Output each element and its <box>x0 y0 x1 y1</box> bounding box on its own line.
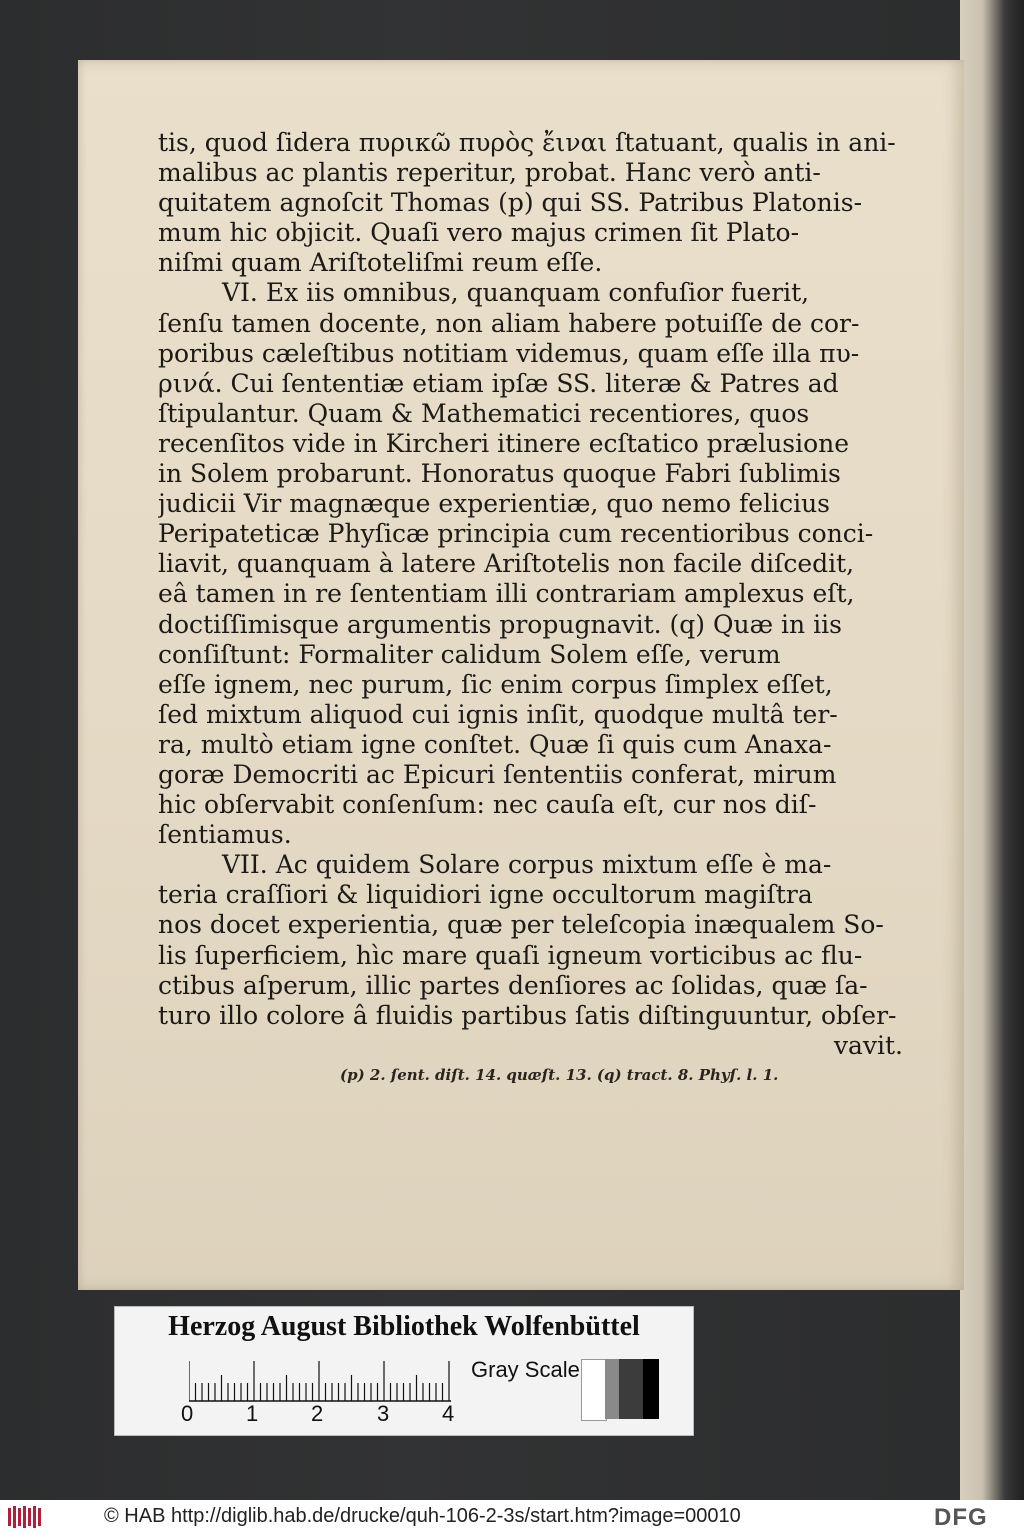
ruler-tick-label: 0 <box>181 1401 194 1426</box>
hab-logo-icon <box>6 1504 46 1530</box>
dfg-logo: DFG <box>934 1504 988 1531</box>
gray-swatch-mid <box>605 1359 619 1419</box>
ruler-tick-label: 4 <box>442 1401 455 1426</box>
text-line: tis, quod ſidera πυρικῶ πυρὸς ἔιναι ſtatuant, qualis in ani- <box>158 128 896 157</box>
ruler-tick-label: 1 <box>246 1401 259 1426</box>
text-line: turo illo colore â fluidis partibus ſatis diſtinguuntur, obſer- <box>158 1000 897 1030</box>
text-line: doctiſſimisque argumentis propugnavit. (q) Quæ in iis <box>158 609 842 639</box>
text-line: quitatem agnoſcit Thomas (p) qui SS. Patribus Platonis- <box>158 188 863 218</box>
text-line: goræ Democriti ac Epicuri ſententiis conferat, mirum <box>158 759 837 789</box>
gray-scale-label: Gray Scale <box>471 1357 580 1382</box>
copyright-url[interactable]: © HAB http://diglib.hab.de/drucke/quh-106-2-3s/start.htm?image=00010 <box>104 1505 741 1527</box>
text-line: ſed mixtum aliquod cui ignis inſit, quodque multâ ter- <box>158 699 838 729</box>
text-line: judicii Vir magnæque experientiæ, quo nemo felicius <box>158 489 830 519</box>
text-line: recenſitos vide in Kircheri itinere ecſtatico prælusione <box>158 428 850 458</box>
viewer-footer <box>0 1500 1024 1534</box>
text-line: VI. Ex iis omnibus, quanquam confuſior fuerit, <box>222 278 810 308</box>
text-line: liavit, quanquam à latere Ariſtotelis non facile diſcedit, <box>158 549 855 579</box>
ruler <box>189 1361 459 1403</box>
footnote: (p) 2. ſent. diſt. 14. quæſt. 13. (q) tract. 8. Phyſ. l. 1. <box>340 1066 779 1084</box>
text-line: poribus cæleſtibus notitiam videmus, quam eſſe illa πυ- <box>158 338 860 368</box>
text-line: mum hic objicit. Quaſi vero majus crimen ſit Plato- <box>158 218 800 248</box>
gray-swatch-black <box>643 1359 659 1419</box>
color-calibration-bar <box>114 1306 694 1436</box>
text-line: eſſe ignem, nec purum, ſic enim corpus ſimplex eſſet, <box>158 669 833 699</box>
text-line: lis ſuperficiem, hìc mare quaſi igneum vorticibus ac flu- <box>158 940 863 970</box>
text-line: ctibus aſperum, illic partes denſiores ac ſolidas, quæ ſa- <box>158 970 868 1000</box>
text-line: in Solem probarunt. Honoratus quoque Fabri ſublimis <box>158 459 841 489</box>
page-text <box>158 128 906 1061</box>
gray-swatch-white <box>581 1359 607 1421</box>
text-line: VII. Ac quidem Solare corpus mixtum eſſe è ma- <box>222 850 832 880</box>
text-line: eâ tamen in re ſententiam illi contrariam amplexus eſt, <box>158 579 855 609</box>
institution-name: Herzog August Bibliothek Wolfenbüttel <box>168 1311 640 1342</box>
text-line: Peripateticæ Phyſicæ principia cum recentioribus conci- <box>158 519 874 549</box>
text-line: ρινά. Cui ſententiæ etiam ipſæ SS. literæ & Patres ad <box>158 368 839 398</box>
catchword: vavit. <box>833 1030 903 1060</box>
ruler-tick-label: 3 <box>377 1401 390 1426</box>
gray-swatch-dark <box>619 1359 643 1419</box>
text-line: teria craſſiori & liquidiori igne occultorum magiſtra <box>158 880 813 910</box>
text-line: ſentiamus. <box>158 820 292 850</box>
text-line: malibus ac plantis reperitur, probat. Hanc verò anti- <box>158 158 821 188</box>
text-line: niſmi quam Ariſtoteliſmi reum eſſe. <box>158 248 603 278</box>
text-line: hic obſervabit conſenſum: nec cauſa eſt, cur nos diſ- <box>158 790 817 820</box>
text-line: ra, multò etiam igne conſtet. Quæ ſi quis cum Anaxa- <box>158 729 832 759</box>
ruler-tick-label: 2 <box>311 1401 324 1426</box>
text-line: nos docet experientia, quæ per teleſcopia inæqualem So- <box>158 910 884 940</box>
page-stack-edge <box>960 0 1024 1500</box>
text-line: ſtipulantur. Quam & Mathematici recentiores, quos <box>158 398 810 428</box>
text-line: conſiſtunt: Formaliter calidum Solem eſſe, verum <box>158 639 781 669</box>
text-line: ſenſu tamen docente, non aliam habere potuiſſe de cor- <box>158 308 860 338</box>
